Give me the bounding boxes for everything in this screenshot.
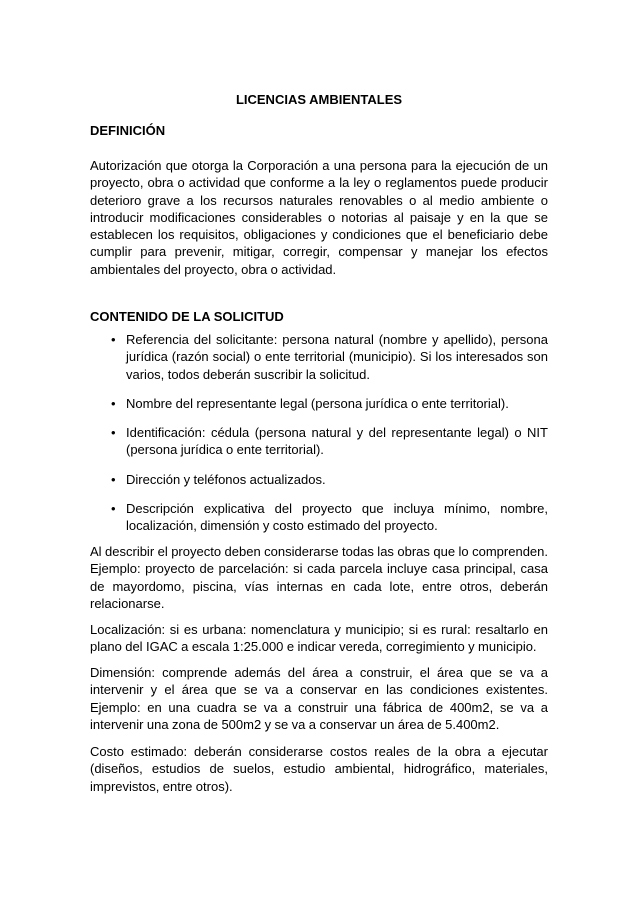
costo-paragraph: Costo estimado: deberán considerarse costos reales de la obra a ejecutar (diseños, estudios de suelos, estudio ambiental, hidrográfico, materiales, imprevistos, entre otros). — [90, 744, 548, 794]
definicion-paragraph: Autorización que otorga la Corporación a una persona para la ejecución de un proyecto, obra o actividad que conforme a la ley o reglamentos puede producir deterioro grave a los recursos naturales renovables o al medio ambiente o introducir modificaciones considerables o notorias al paisaje y en la que se establecen los requisitos, obligaciones y condiciones que el beneficiario debe cumplir para prevenir, mitigar, corregir, compensar y manejar los efectos ambientales del proyecto, obra o actividad. — [90, 158, 548, 277]
list-item-text: Identificación: cédula (persona natural y del representante legal) o NIT (persona jurídica o ente territorial). — [126, 425, 548, 458]
section-heading-definicion: DEFINICIÓN — [90, 123, 166, 138]
section-heading-contenido: CONTENIDO DE LA SOLICITUD — [90, 309, 284, 324]
list-item — [90, 424, 548, 459]
list-item-text: Referencia del solicitante: persona natural (nombre y apellido), persona jurídica (razón social) o ente territorial (municipio). Si los interesados son varios, todos deberán suscribir la solicitud. — [126, 332, 548, 382]
dimension-paragraph: Dimensión: comprende además del área a construir, el área que se va a intervenir y el área que se va a conservar en las condiciones existentes. Ejemplo: en una cuadra se va a construir una fábrica de 400m2, se va a intervenir una zona de 500m2 y se va a conservar un área de 5.400m2. — [90, 665, 548, 732]
list-item-text: Nombre del representante legal (persona jurídica o ente territorial). — [126, 395, 509, 411]
list-item-text: Descripción explicativa del proyecto que incluya mínimo, nombre, localización, dimensión y costo estimado del proyecto. — [126, 501, 548, 534]
bullet-icon: • — [111, 471, 116, 487]
list-item — [90, 500, 548, 535]
list-item-text: Dirección y teléfonos actualizados. — [126, 471, 326, 487]
project-description-paragraph: Al describir el proyecto deben considerarse todas las obras que lo comprenden. Ejemplo: proyecto de parcelación: si cada parcela incluye casa principal, casa de mayordomo, piscina, vías internas en cada lote, entre otros, deberán relacionarse. — [90, 544, 548, 611]
list-item — [90, 331, 548, 383]
bullet-icon: • — [111, 501, 116, 517]
document-title: LICENCIAS AMBIENTALES — [235, 92, 403, 107]
list-item — [90, 395, 548, 412]
bullet-icon: • — [111, 332, 116, 347]
requirements-list — [90, 331, 548, 547]
bullet-icon: • — [111, 395, 116, 411]
localizacion-paragraph: Localización: si es urbana: nomenclatura y municipio; si es rural: resaltarlo en plano del IGAC a escala 1:25.000 e indicar vereda, corregimiento y municipio. — [90, 622, 548, 655]
list-item — [90, 471, 548, 488]
bullet-icon: • — [111, 425, 116, 441]
